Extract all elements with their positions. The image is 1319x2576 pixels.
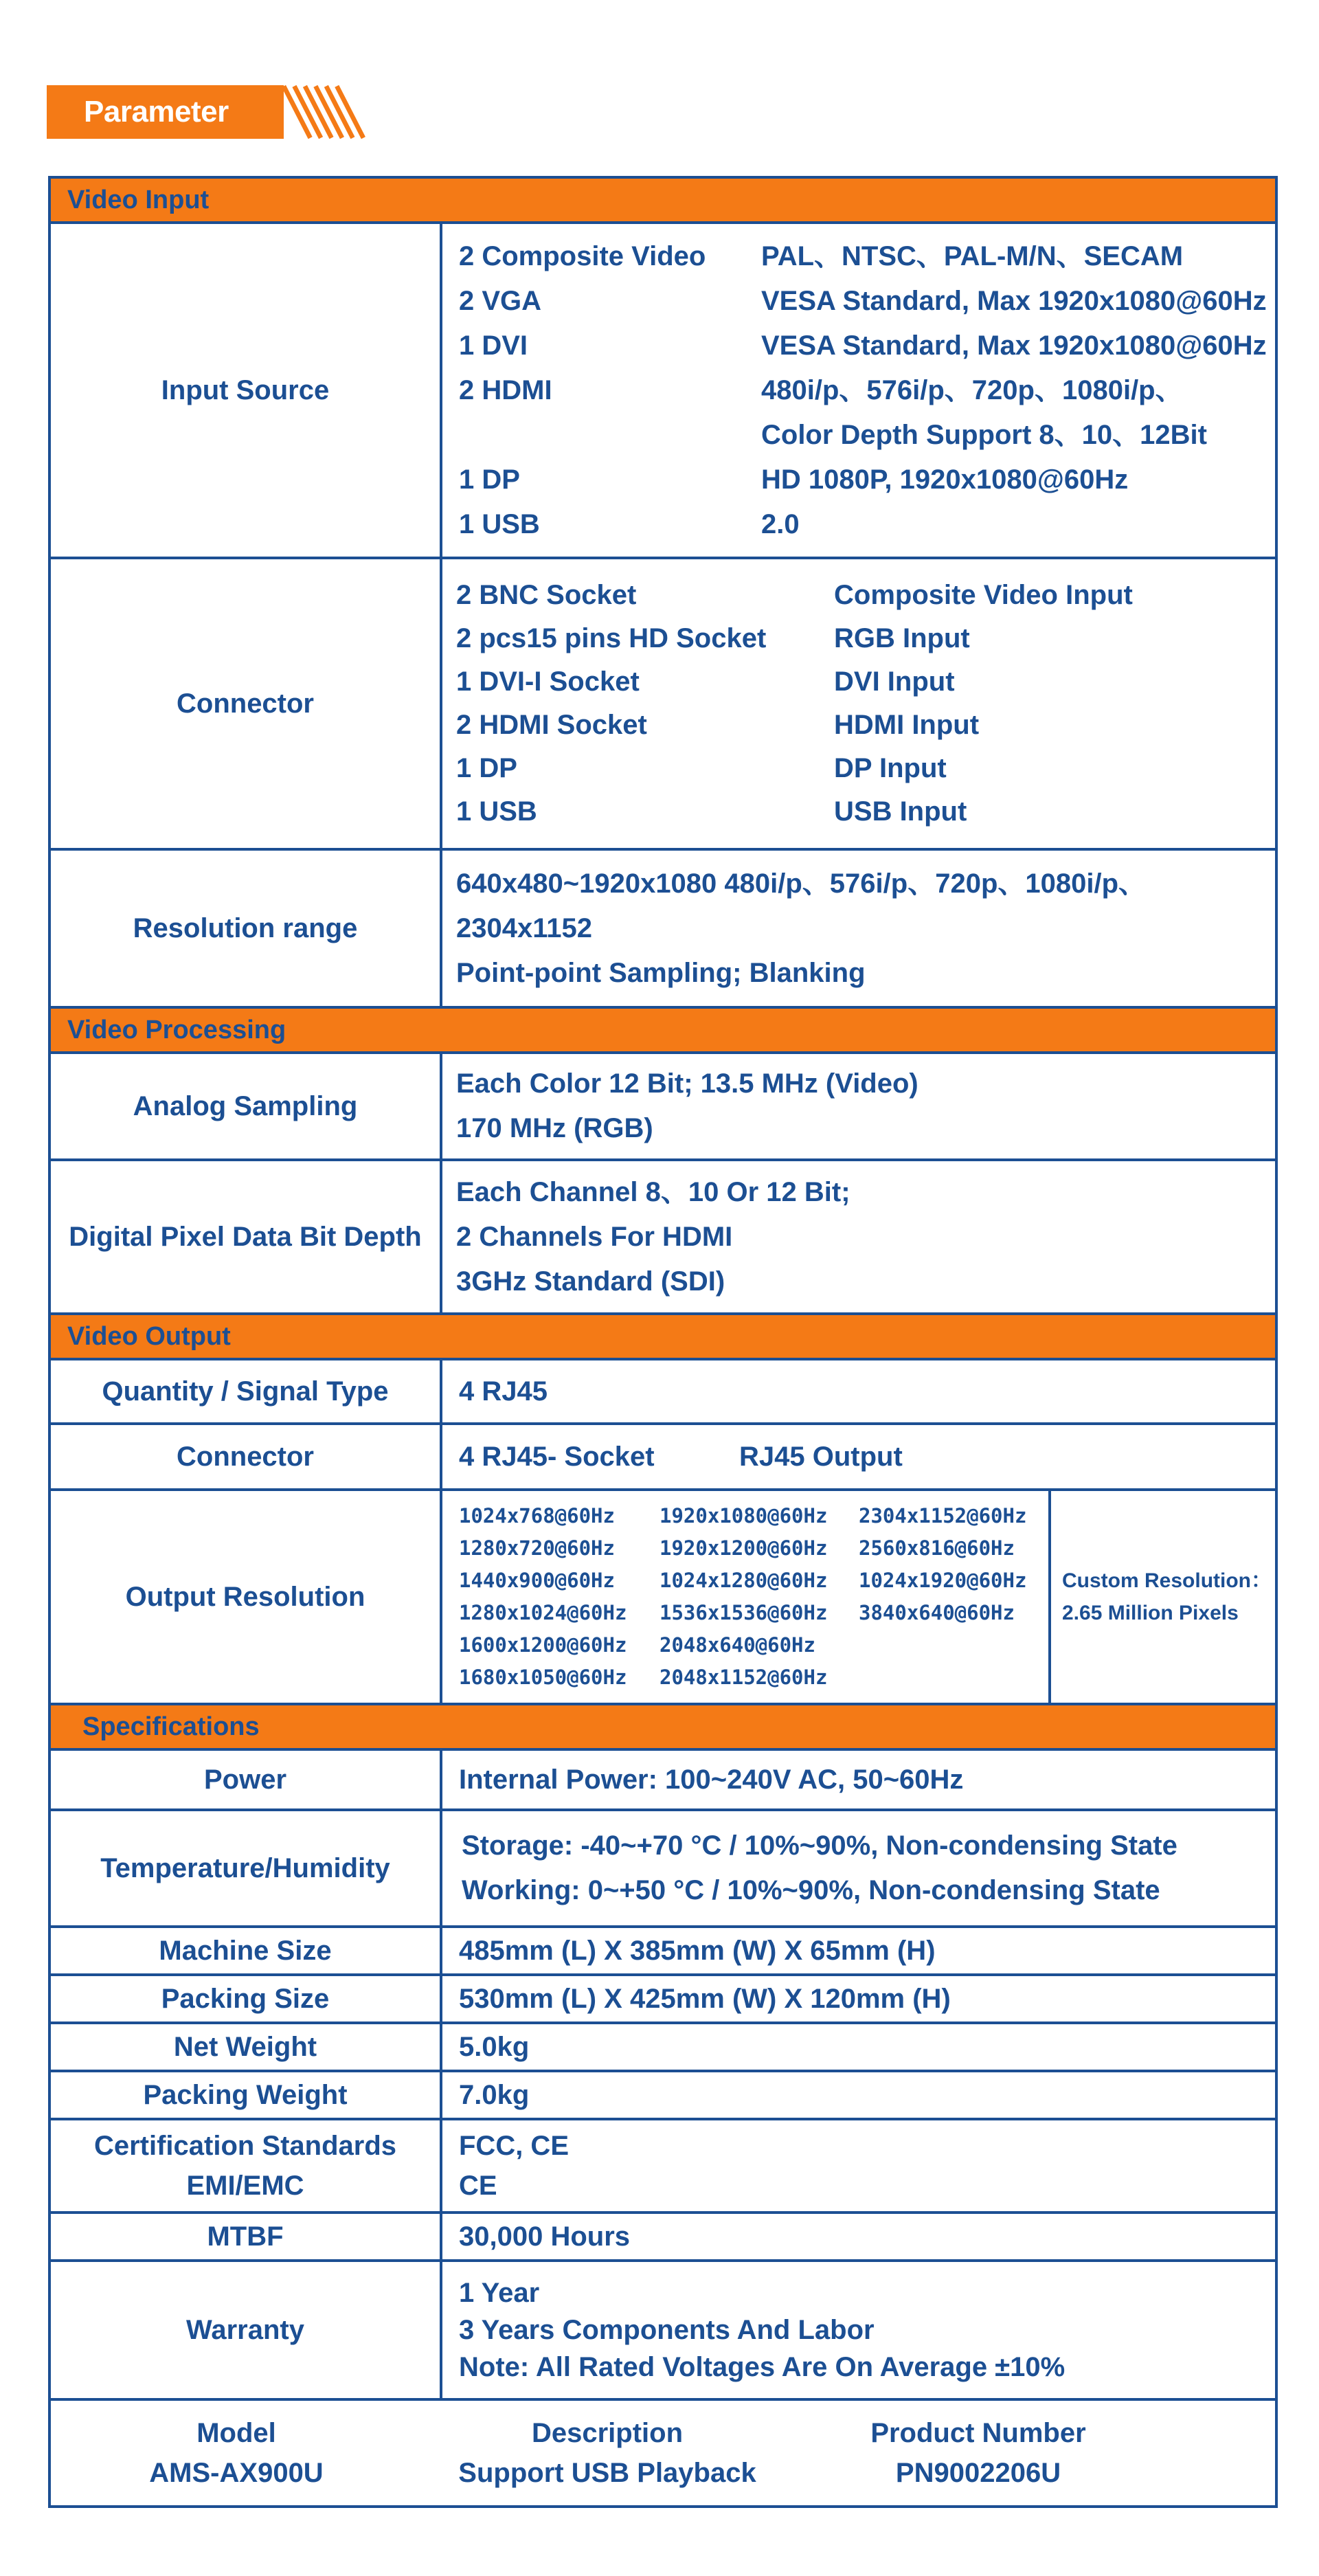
analog-sampling-values [442, 1054, 1275, 1158]
packing-weight-text: 7.0kg [459, 2079, 530, 2110]
resolution-row: 1680x1050@60Hz 2048x1152@60Hz [459, 1666, 828, 1689]
input-source-line: 2 Composite Video PAL、NTSC、PAL-M/N、SECAM [459, 240, 1184, 271]
connector-line: 2 pcs15 pins HD Socket RGB Input [456, 623, 970, 653]
warranty-label: Warranty [51, 2262, 442, 2398]
net-weight-text: 5.0kg [459, 2031, 530, 2062]
row-connector-output [51, 1425, 1275, 1491]
row-mtbf [51, 2214, 1275, 2262]
row-analog-sampling [51, 1054, 1275, 1161]
machine-size-text: 485mm (L) X 385mm (W) X 65mm (H) [459, 1935, 936, 1966]
net-weight-label: Net Weight [51, 2024, 442, 2070]
row-packing-size [51, 1976, 1275, 2024]
connector-line: 1 USB USB Input [456, 796, 967, 827]
temperature-label: Temperature/Humidity [51, 1811, 442, 1925]
input-source-line: 2 HDMI 480i/p、576i/p、720p、1080i/p、 [459, 374, 1183, 405]
banner-stripes-icon [284, 85, 376, 139]
connector-output-values [442, 1425, 1275, 1488]
connector-input-values [442, 559, 1275, 848]
description-value: Support USB Playback [458, 2458, 756, 2488]
resolution-range-line: 2304x1152 [456, 912, 593, 943]
connector-line: 2 BNC Socket Composite Video Input [456, 580, 1133, 610]
certification-label-line: EMI/EMC [186, 2171, 304, 2201]
bit-depth-line: Each Channel 8、10 Or 12 Bit; [456, 1176, 850, 1207]
input-source-line: 1 USB 2.0 [459, 508, 800, 539]
bit-depth-line: 3GHz Standard (SDI) [456, 1266, 725, 1297]
resolution-row: 1280x720@60Hz 1920x1200@60Hz 2560x816@60Hz [459, 1536, 1015, 1560]
row-connector-input [51, 559, 1275, 851]
row-resolution-range [51, 851, 1275, 1009]
bit-depth-line: 2 Channels For HDMI [456, 1221, 733, 1252]
connector-line: 1 DP DP Input [456, 753, 947, 783]
mtbf-text: 30,000 Hours [459, 2221, 631, 2252]
analog-sampling-line: Each Color 12 Bit; 13.5 MHz (Video) [456, 1068, 918, 1099]
certification-value-line: CE [459, 2171, 497, 2201]
product-number-header: Product Number [870, 2418, 1086, 2448]
packing-weight-label: Packing Weight [51, 2072, 442, 2118]
power-value [442, 1751, 1275, 1808]
row-output-resolution [51, 1491, 1275, 1705]
parameter-table [48, 176, 1278, 2508]
row-power [51, 1751, 1275, 1811]
model-value: AMS-AX900U [149, 2458, 324, 2488]
temperature-line: Working: 0~+50 °C / 10%~90%, Non-condensing State [462, 1875, 1160, 1905]
machine-size-label: Machine Size [51, 1928, 442, 1973]
description-header: Description [531, 2418, 684, 2448]
row-packing-weight [51, 2072, 1275, 2120]
model-header: Model [196, 2418, 276, 2448]
parameter-banner [47, 85, 376, 139]
power-label: Power [51, 1751, 442, 1808]
input-source-line: 1 DP HD 1080P, 1920x1080@60Hz [459, 464, 1129, 495]
section-video-input: Video Input [51, 179, 1275, 224]
resolution-range-line: Point-point Sampling; Blanking [456, 957, 866, 988]
packing-weight-value [442, 2072, 1275, 2118]
input-source-line: 1 DVI VESA Standard, Max 1920x1080@60Hz [459, 330, 1267, 361]
custom-resolution [1051, 1491, 1275, 1703]
bit-depth-values [442, 1161, 1275, 1312]
custom-resolution-value: 2.65 Million Pixels [1062, 1602, 1239, 1624]
row-warranty [51, 2262, 1275, 2401]
custom-resolution-title: Custom Resolution： [1062, 1569, 1272, 1592]
row-quantity [51, 1360, 1275, 1425]
model-column [51, 2413, 422, 2493]
packing-size-value [442, 1976, 1275, 2021]
row-net-weight [51, 2024, 1275, 2072]
input-source-line: 2 VGA VESA Standard, Max 1920x1080@60Hz [459, 285, 1267, 316]
row-temperature [51, 1811, 1275, 1928]
resolution-range-values [442, 851, 1275, 1006]
input-source-line: Color Depth Support 8、10、12Bit [761, 419, 1207, 450]
warranty-line: Note: All Rated Voltages Are On Average ±10% [459, 2352, 1066, 2382]
row-input-source [51, 224, 1275, 559]
output-resolution-list [442, 1491, 1051, 1703]
connector-output-label: Connector [51, 1425, 442, 1488]
resolution-row: 1280x1024@60Hz 1536x1536@60Hz 3840x640@60Hz [459, 1601, 1015, 1624]
banner-title: Parameter [47, 85, 284, 139]
product-number-value: PN9002206U [895, 2458, 1061, 2488]
resolution-range-line: 640x480~1920x1080 480i/p、576i/p、720p、1080i/p、 [456, 868, 1147, 899]
net-weight-value [442, 2024, 1275, 2070]
resolution-range-label: Resolution range [51, 851, 442, 1006]
output-resolution-label: Output Resolution [51, 1491, 442, 1703]
bit-depth-label: Digital Pixel Data Bit Depth [51, 1161, 442, 1312]
section-video-output: Video Output [51, 1315, 1275, 1360]
power-text: Internal Power: 100~240V AC, 50~60Hz [459, 1764, 964, 1795]
temperature-line: Storage: -40~+70 °C / 10%~90%, Non-condensing State [462, 1830, 1177, 1861]
warranty-values [442, 2262, 1275, 2398]
certification-values [442, 2120, 1275, 2211]
quantity-value [442, 1360, 1275, 1422]
connector-input-label: Connector [51, 559, 442, 848]
connector-line: 1 DVI-I Socket DVI Input [456, 667, 955, 697]
packing-size-label: Packing Size [51, 1976, 442, 2021]
mtbf-label: MTBF [51, 2214, 442, 2259]
certification-value-line: FCC, CE [459, 2131, 569, 2161]
description-column [422, 2413, 793, 2493]
resolution-row: 1024x768@60Hz 1920x1080@60Hz 2304x1152@60Hz [459, 1504, 1027, 1527]
quantity-label: Quantity / Signal Type [51, 1360, 442, 1422]
section-video-processing: Video Processing [51, 1009, 1275, 1054]
input-source-label: Input Source [51, 224, 442, 557]
quantity-text: 4 RJ45 [459, 1376, 548, 1407]
product-number-column [793, 2413, 1164, 2493]
row-machine-size [51, 1928, 1275, 1976]
connector-output-line: 4 RJ45- Socket RJ45 Output [459, 1441, 903, 1472]
warranty-line: 3 Years Components And Labor [459, 2315, 875, 2345]
machine-size-value [442, 1928, 1275, 1973]
packing-size-text: 530mm (L) X 425mm (W) X 120mm (H) [459, 1983, 951, 2014]
connector-line: 2 HDMI Socket HDMI Input [456, 710, 980, 740]
resolution-row: 1600x1200@60Hz 2048x640@60Hz [459, 1633, 815, 1657]
row-model [51, 2401, 1275, 2505]
temperature-values [442, 1811, 1275, 1925]
certification-label-line: Certification Standards [93, 2131, 397, 2161]
input-source-values [442, 224, 1275, 557]
certification-label [51, 2120, 442, 2211]
mtbf-value [442, 2214, 1275, 2259]
row-certification [51, 2120, 1275, 2214]
warranty-line: 1 Year [459, 2278, 540, 2308]
analog-sampling-label: Analog Sampling [51, 1054, 442, 1158]
section-specifications: Specifications [51, 1705, 1275, 1751]
resolution-row: 1440x900@60Hz 1024x1280@60Hz 1024x1920@60Hz [459, 1569, 1027, 1592]
analog-sampling-line: 170 MHz (RGB) [456, 1113, 653, 1143]
row-bit-depth [51, 1161, 1275, 1315]
